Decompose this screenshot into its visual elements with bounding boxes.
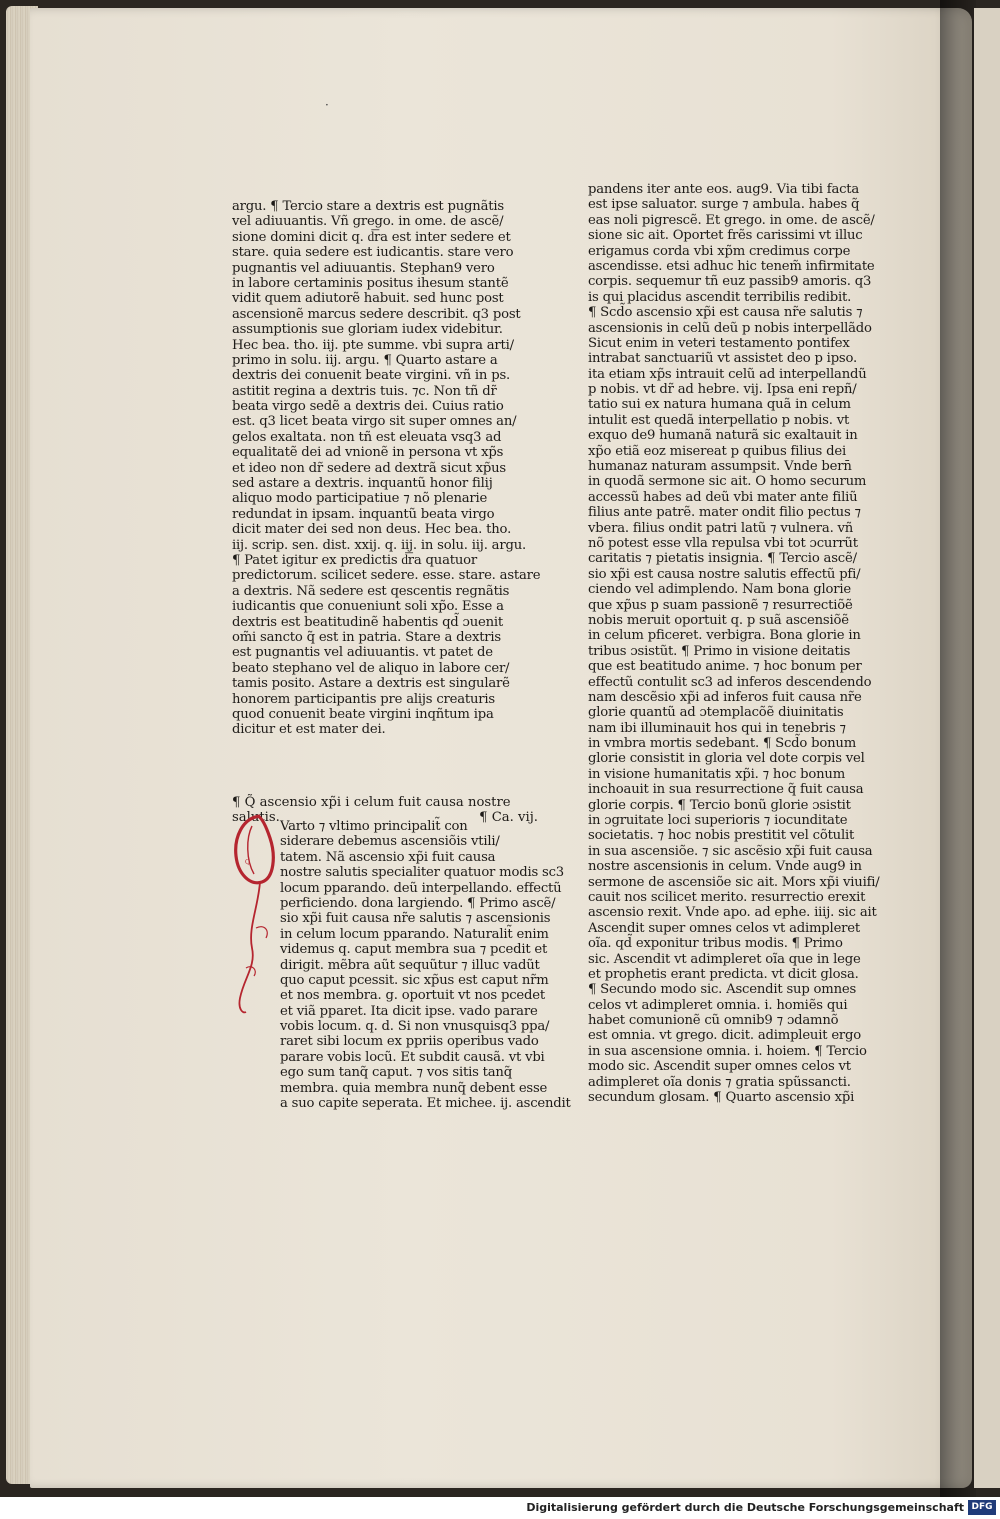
text-line: dicit mater dei sed non deus. Hec bea. tho. [232,522,512,538]
text-line: redundat in ipsam. inquantũ beata virgo [232,506,495,522]
text-line: in visione humanitatis xp̃i. ⁊ hoc bonum [588,766,845,782]
text-line: sione sic ait. Oportet frẽs carissimi vt illuc [588,228,863,244]
text-line: quod conuenit beate virgini inqñtum ipa [232,706,494,722]
text-line: eas noli pigrescẽ. Et grego. in ome. de ascẽ/ [588,212,875,228]
footer-bar [0,1497,1000,1519]
text-line: ciendo vel adimplendo. Nam bona glorie [588,582,852,598]
text-line: membra. quia membra nunq̃ debent esse [280,1080,548,1096]
text-line: glorie corpis. ¶ Tercio bonũ glorie ɔsistit [588,797,851,813]
dfg-logo: DFG [968,1500,996,1515]
text-line: intulit est quedã interpellatio p nobis. vt [588,412,850,428]
text-line: vidit quem adiutorẽ habuit. sed hunc post [232,291,504,307]
text-line: videmus q. caput membra sua ⁊ pcedit et [280,942,548,958]
svg-text:Q: Q [245,859,250,866]
text-column-left-lower [280,819,571,1112]
text-line: et nos membra. g. oportuit vt nos pcedet [280,988,545,1004]
text-line: est pugnantis vel adiuuantis. vt patet de [232,645,493,661]
text-line: iij. scrip. sen. dist. xxij. q. iij. in solu. iij. argu. [232,537,526,553]
text-line: erigamus corda vbi xp̃m credimus corpe [588,243,851,259]
text-line: a dextris. Nã sedere est qescentis regnãtis [232,583,510,599]
text-line: ¶ Secundo modo sic. Ascendit sup omnes [588,982,857,998]
text-line: in celum pficeret. verbigra. Bona glorie in [588,628,861,644]
text-line: sic. Ascendit vt adimpleret oĩa que in lege [588,951,861,967]
text-line: oĩa. qd̃ exponitur tribus modis. ¶ Primo [588,936,843,952]
text-line: beato stephano vel de aliquo in labore cer/ [232,660,510,676]
text-line: sermone de ascensiõe sic ait. Mors xp̃i viuifi/ [588,874,880,890]
text-line: sio xp̃i fuit causa nr̃e salutis ⁊ ascensionis [280,911,551,927]
text-line: Varto ⁊ vltimo principalit̃ con [280,819,468,834]
gutter-shadow [940,0,976,1497]
text-line: vel adiuuantis. Vñ grego. in ome. de ascẽ/ [232,214,504,230]
text-line: tamis posito. Astare a dextris est singularẽ [232,676,510,692]
text-line: intrabat sanctuariũ vt assistet deo p ipso. [588,351,858,367]
chapter-heading-line2: salutis. [232,810,280,826]
text-line: exquo de9 humanã naturã sic exaltauit in [588,428,858,444]
text-line: est. q3 licet beata virgo sit super omnes an/ [232,414,517,430]
text-line: societatis. ⁊ hoc nobis prestitit vel cõtulit [588,828,855,844]
funding-notice: Digitalisierung gefördert durch die Deutsche Forschungsgemeinschaft [526,1501,964,1514]
text-line: secundum glosam. ¶ Quarto ascensio xp̃i [588,1090,855,1106]
text-line: equalitatẽ dei ad vnionẽ in persona vt xp̃s [232,445,504,461]
text-line: caritatis ⁊ pietatis insignia. ¶ Tercio ascẽ/ [588,551,857,567]
text-line: nõ potest esse vlla repulsa vbi tot ɔcurrũt [588,535,858,551]
text-line: predictorum. scilicet sedere. esse. stare. astare [232,568,541,584]
text-line: inchoauit in sua resurrectione q̃ fuit causa [588,782,864,798]
text-line: et prophetis erant predicta. vt dicit glosa. [588,966,859,982]
text-line: sio xp̃i est causa nostre salutis effectũ pfi/ [588,566,861,582]
text-line: nobis meruit oportuit q. p suã ascensiõẽ [588,612,849,628]
text-line: in sua ascensione omnia. i. hoiem. ¶ Tercio [588,1043,867,1059]
page-mark-dot: · [325,98,329,112]
text-line: Sicut enim in veteri testamento pontifex [588,335,850,351]
text-line: est omnia. vt grego. dicit. adimpleuit ergo [588,1028,862,1044]
text-line: que est beatitudo anime. ⁊ hoc bonum per [588,659,862,675]
text-line: vobis locum. q. d. Si non vnusquisq3 ppa/ [280,1019,550,1035]
text-line: tatem. Nã ascensio xp̃i fuit causa [280,849,496,865]
text-line: effectũ contulit sc3 ad inferos descendendo [588,674,872,690]
text-line: sione domini dicit q. d͞ra est inter sedere et [232,229,511,245]
text-line: humanaz naturam assumpsit. Vnde bern̄ [588,459,852,475]
text-line: argu. ¶ Tercio stare a dextris est pugnãtis [232,199,504,214]
text-line: et viã pparet. Ita dicit ipse. vado parare [280,1003,538,1019]
text-line: nam descẽsio xp̃i ad inferos fuit causa nr̃e [588,689,862,705]
text-line: parare vobis locũ. Et subdit causã. vt vbi [280,1049,545,1065]
adjacent-page-edge [974,8,1000,1488]
text-line: in ɔgruitate loci superioris ⁊ iocunditate [588,813,848,829]
text-line: dicitur et est mater dei. [232,722,386,738]
text-line: nam ibi illuminauit hos qui in tenebris ⁊ [588,720,846,736]
text-line: a suo capite seperata. Et michee. ij. ascendit [280,1096,571,1112]
text-line: om̃i sancto q̃ est in patria. Stare a dextris [232,629,501,645]
text-line: cauit nos scilicet merito. resurrectio erexit [588,889,866,905]
text-line: aliquo modo participatiue ⁊ nõ plenarie [232,491,488,507]
text-line: que xp̃us p suam passionẽ ⁊ resurrectiõẽ [588,597,853,613]
text-line: beata virgo sedẽ a dextris dei. Cuius ratio [232,399,504,415]
text-line: in quodã sermone sic ait. O homo securum [588,474,867,490]
text-line: stare. quia sedere est iudicantis. stare vero [232,245,514,261]
text-line: is qui placidus ascendit terribilis redibit. [588,289,852,305]
text-line: raret sibi locum ex ppriis operibus vado [280,1034,539,1050]
text-line: Hec bea. tho. iij. pte summe. vbi supra arti/ [232,337,514,353]
text-column-right [588,182,888,1105]
text-line: ascendisse. etsi adhuc hic tenem̃ infirmitate [588,258,875,274]
text-line: ¶ Patet igitur ex predictis d͞ra quatuor [232,552,477,568]
text-line: ascensionis in celũ deũ p nobis interpellãdo [588,320,872,336]
text-line: sed astare a dextris. inquantũ honor filij [232,476,493,492]
text-line: glorie consistit in gloria vel dote corpis vel [588,751,865,767]
text-column-left [232,199,541,738]
text-line: Ascendit super omnes celos vt adimpleret [588,920,860,936]
text-line: nostre ascensionis in celum. Vnde aug9 in [588,859,862,875]
text-line: iudicantis que conueniunt soli xp̃o. Esse a [232,599,504,615]
text-line: ¶ Scd̃o ascensio xp̃i est causa nr̃e salutis ⁊ [588,305,863,321]
text-line: ita etiam xp̃s intrauit celũ ad interpellandũ [588,366,867,382]
text-line: ascensio rexit. Vnde apo. ad ephe. iiij. sic ait [588,905,877,921]
text-line: in vmbra mortis sedebant. ¶ Scd̃o bonum [588,736,857,752]
text-line: dirigit. mẽbra aũt sequũtur ⁊ illuc vadũt [280,957,540,973]
text-line: quo caput pcessit. sic xp̃us est caput nr̃m [280,972,549,988]
text-line: tatio sui ex natura humana quã in celum [588,397,851,413]
text-line: vbera. filius ondit patri latũ ⁊ vulnera. vñ [588,520,854,536]
text-line: in sua ascensiõe. ⁊ sic ascẽsio xp̃i fuit causa [588,843,873,859]
text-line: primo in solu. iij. argu. ¶ Quarto astare a [232,352,498,368]
text-line: tribus ɔsistũt. ¶ Primo in visione deitatis [588,643,851,659]
text-line: locum pparando. deũ interpellando. effectũ [280,880,562,896]
text-line: perficiendo. dona largiendo. ¶ Primo ascẽ/ [280,895,556,911]
chapter-heading-line1: ¶ Q̃ ascensio xp̃i i celum fuit causa nostre [232,795,511,810]
text-line: adimpleret oĩa donis ⁊ gratia spũssancti. [588,1074,851,1090]
text-line: habet comunionẽ cũ omnib9 ⁊ ɔdamnõ [588,1013,839,1029]
text-line: in celum locum pparando. Naturalit̃ enim [280,926,549,942]
text-line: xp̃o etiã eoz misereat p quibus filius dei [588,443,846,459]
text-line: pandens iter ante eos. aug9. Via tibi facta [588,182,860,197]
text-line: p nobis. vt dr̃ ad hebre. vij. Ipsa eni repñ/ [588,382,857,398]
text-line: ascensionẽ marcus sedere describit. q3 post [232,306,521,322]
text-line: est ipse saluator. surge ⁊ ambula. habes q̃ [588,197,860,213]
text-line: ego sum tanq̃ caput. ⁊ vos sitis tanq̃ [280,1065,512,1081]
text-line: accessũ habes ad deũ vbi mater ante filiũ [588,489,858,505]
text-line: honorem participantis pre alijs creaturis [232,691,496,707]
text-line: glorie quantũ ad ɔtemplacõẽ diuinitatis [588,705,844,721]
text-line: assumptionis sue gloriam iudex videbitur. [232,322,503,338]
text-line: in labore certaminis positus ihesum stantẽ [232,275,509,291]
text-line: pugnantis vel adiuuantis. Stephan9 vero [232,260,495,276]
text-line: dextris est beatitudinẽ habentis qd̃ ɔuenit [232,614,504,630]
text-line: filius ante patrẽ. mater ondit filio pectus ⁊ [588,505,861,521]
text-line: celos vt adimpleret omnia. i. homiẽs qui [588,997,848,1013]
text-line: et ideo non dr̃ sedere ad dextrã sicut xp̃us [232,460,506,476]
rubricated-initial-q [230,808,278,1018]
text-line: astitit regina a dextris tuis. ⁊c. Non tñ dr̃ [232,383,497,399]
text-line: nostre salutis specialiter quatuor modis sc3 [280,865,564,881]
chapter-number: ¶ Ca. vij. [479,810,538,826]
text-line: dextris dei conuenit beate virgini. vñ in ps. [232,368,511,384]
text-line: modo sic. Ascendit super omnes celos vt [588,1059,851,1075]
text-line: siderare debemus ascensiõis vtili/ [280,834,500,850]
text-line: corpis. sequemur tñ euz passib9 amoris. q3 [588,274,872,290]
text-line: gelos exaltata. non tñ est eleuata vsq3 ad [232,429,502,445]
